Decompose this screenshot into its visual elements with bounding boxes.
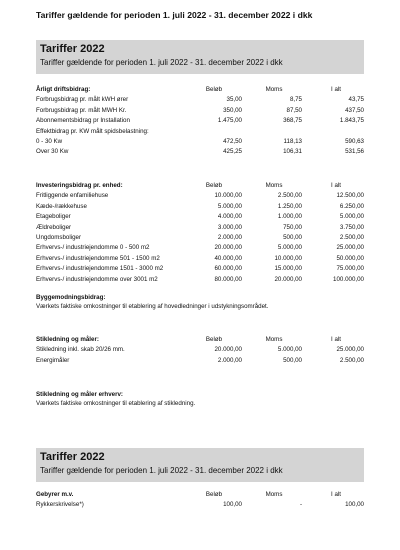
document-title: Tariffer gældende for perioden 1. juli 2022 - 31. december 2022 i dkk	[36, 10, 313, 20]
table-row	[36, 243, 366, 253]
vat-header: Moms	[265, 86, 283, 93]
row-vat: 87,50	[286, 106, 302, 114]
tariff-banner-bottom	[36, 448, 364, 482]
banner-subtitle: Tariffer gældende for perioden 1. juli 2022 - 31. december 2022 i dkk	[40, 58, 283, 67]
section-heading: Byggemodningsbidrag:	[36, 294, 106, 301]
section-heading: Årligt driftsbidrag:	[36, 86, 91, 93]
banner-title: Tariffer 2022	[40, 43, 105, 55]
section-header	[36, 335, 366, 345]
table-row	[36, 116, 366, 126]
row-total: 2.500,00	[339, 356, 364, 364]
table-row	[36, 127, 366, 137]
tariff-banner-top	[36, 40, 364, 74]
amount-header: Beløb	[205, 336, 223, 343]
table-row	[36, 345, 366, 355]
row-amount: 20.000,00	[214, 346, 242, 354]
row-total: 50.000,00	[336, 254, 364, 262]
row-vat: 2.500,00	[277, 192, 302, 200]
business-service-line-section	[36, 390, 366, 408]
table-row	[36, 264, 366, 274]
row-total: 531,56	[345, 148, 364, 156]
row-label: Kæde-/rækkehuse	[36, 202, 87, 210]
row-amount: 60.000,00	[214, 265, 242, 273]
row-vat: 750,00	[283, 223, 302, 231]
amount-header: Beløb	[205, 86, 223, 93]
table-row	[36, 202, 366, 212]
row-total: 5.000,00	[339, 213, 364, 221]
table-row	[36, 233, 366, 243]
table-row	[36, 147, 366, 157]
row-vat: 118,13	[283, 137, 302, 145]
row-vat: 368,75	[283, 117, 302, 125]
row-total: 75.000,00	[336, 265, 364, 273]
table-row	[36, 137, 366, 147]
row-total: 25.000,00	[336, 244, 364, 252]
table-row	[36, 106, 366, 116]
row-amount: 472,50	[223, 137, 242, 145]
row-total: 437,50	[345, 106, 364, 114]
section-heading: Investeringsbidrag pr. enhed:	[36, 182, 123, 189]
building-contribution-section	[36, 293, 366, 311]
row-vat: 20.000,00	[274, 275, 302, 283]
row-amount: 1.475,00	[217, 117, 242, 125]
row-vat: 1.000,00	[277, 213, 302, 221]
row-label: Erhvervs-/ industriejendomme 501 - 1500 m2	[36, 254, 160, 262]
row-label: Energimåler	[36, 356, 70, 364]
section-header	[36, 181, 366, 191]
row-label: Forbrugsbidrag pr. målt kWH ører	[36, 96, 129, 104]
row-label: Ældreboliger	[36, 223, 72, 231]
amount-header: Beløb	[205, 491, 223, 498]
row-label: Over 30 Kw	[36, 148, 69, 156]
row-amount: 425,25	[223, 148, 242, 156]
section-text: Værkets faktiske omkostninger til etablering af stikledning.	[36, 400, 196, 407]
row-vat: 5.000,00	[277, 346, 302, 354]
row-total: 25.000,00	[336, 346, 364, 354]
row-amount: 10.000,00	[214, 192, 242, 200]
section-header	[36, 85, 366, 95]
row-total: 100.000,00	[333, 275, 364, 283]
banner-subtitle: Tariffer gældende for perioden 1. juli 2022 - 31. december 2022 i dkk	[40, 466, 283, 475]
row-total: 100,00	[345, 501, 364, 509]
row-amount: 2.000,00	[217, 233, 242, 241]
row-amount: 100,00	[223, 501, 242, 509]
total-header: I alt	[331, 336, 341, 343]
row-label: Stikledning inkl. skab 20/26 mm.	[36, 346, 125, 354]
fees-section	[36, 490, 366, 511]
vat-header: Moms	[265, 182, 283, 189]
row-label: Abonnementsbidrag pr Installation	[36, 117, 130, 125]
row-total: 1.843,75	[339, 117, 364, 125]
row-vat: 10.000,00	[274, 254, 302, 262]
row-amount: 20.000,00	[214, 244, 242, 252]
section-heading: Stikledning og måler erhverv:	[36, 391, 123, 398]
row-vat: 500,00	[283, 356, 302, 364]
row-amount: 2.000,00	[217, 356, 242, 364]
row-vat: 8,75	[289, 96, 302, 104]
total-header: I alt	[331, 86, 341, 93]
table-row	[36, 191, 366, 201]
row-vat: 1.250,00	[277, 202, 302, 210]
row-label: Ungdomsboliger	[36, 233, 82, 241]
row-vat: 500,00	[283, 233, 302, 241]
row-amount: 40.000,00	[214, 254, 242, 262]
section-header	[36, 490, 366, 500]
table-row	[36, 275, 366, 285]
table-row	[36, 223, 366, 233]
row-label: Erhvervs-/ industriejendomme over 3001 m2	[36, 275, 158, 283]
row-vat: -	[299, 501, 302, 509]
table-row	[36, 356, 366, 366]
row-total: 6.250,00	[339, 202, 364, 210]
row-vat: 15.000,00	[274, 265, 302, 273]
row-vat: 106,31	[283, 148, 302, 156]
row-label: Etageboliger	[36, 213, 71, 221]
row-amount: 3.000,00	[217, 223, 242, 231]
row-amount: 350,00	[223, 106, 242, 114]
row-label: 0 - 30 Kw	[36, 137, 63, 145]
total-header: I alt	[331, 182, 341, 189]
row-amount: 5.000,00	[217, 202, 242, 210]
section-heading: Gebyrer m.v.	[36, 491, 74, 498]
section-heading: Stikledning og måler:	[36, 336, 99, 343]
amount-header: Beløb	[205, 182, 223, 189]
vat-header: Moms	[265, 336, 283, 343]
row-total: 43,75	[348, 96, 364, 104]
row-label: Effektbidrag pr. KW målt spidsbelastning:	[36, 127, 149, 135]
table-row	[36, 212, 366, 222]
row-total: 3.750,00	[339, 223, 364, 231]
annual-operating-section	[36, 85, 366, 158]
row-amount: 80.000,00	[214, 275, 242, 283]
row-total: 12.500,00	[336, 192, 364, 200]
service-line-section	[36, 335, 366, 366]
banner-title: Tariffer 2022	[40, 451, 105, 463]
investment-section	[36, 181, 366, 285]
table-row	[36, 95, 366, 105]
row-label: Rykkerskrivelse*)	[36, 501, 84, 509]
row-vat: 5.000,00	[277, 244, 302, 252]
row-label: Forbrugsbidrag pr. målt MWH Kr.	[36, 106, 127, 114]
row-total: 590,63	[345, 137, 364, 145]
table-row	[36, 500, 366, 510]
row-label: Erhvervs-/ industriejendomme 0 - 500 m2	[36, 244, 150, 252]
row-amount: 35,00	[226, 96, 242, 104]
section-text: Værkets faktiske omkostninger til etablering af hovedledninger i udstykningsområdet.	[36, 303, 269, 310]
vat-header: Moms	[265, 491, 283, 498]
row-amount: 4.000,00	[217, 213, 242, 221]
total-header: I alt	[331, 491, 341, 498]
table-row	[36, 254, 366, 264]
row-label: Erhvervs-/ industriejendomme 1501 - 3000 m2	[36, 265, 164, 273]
row-total: 2.500,00	[339, 233, 364, 241]
row-label: Fritliggende enfamiliehuse	[36, 192, 109, 200]
